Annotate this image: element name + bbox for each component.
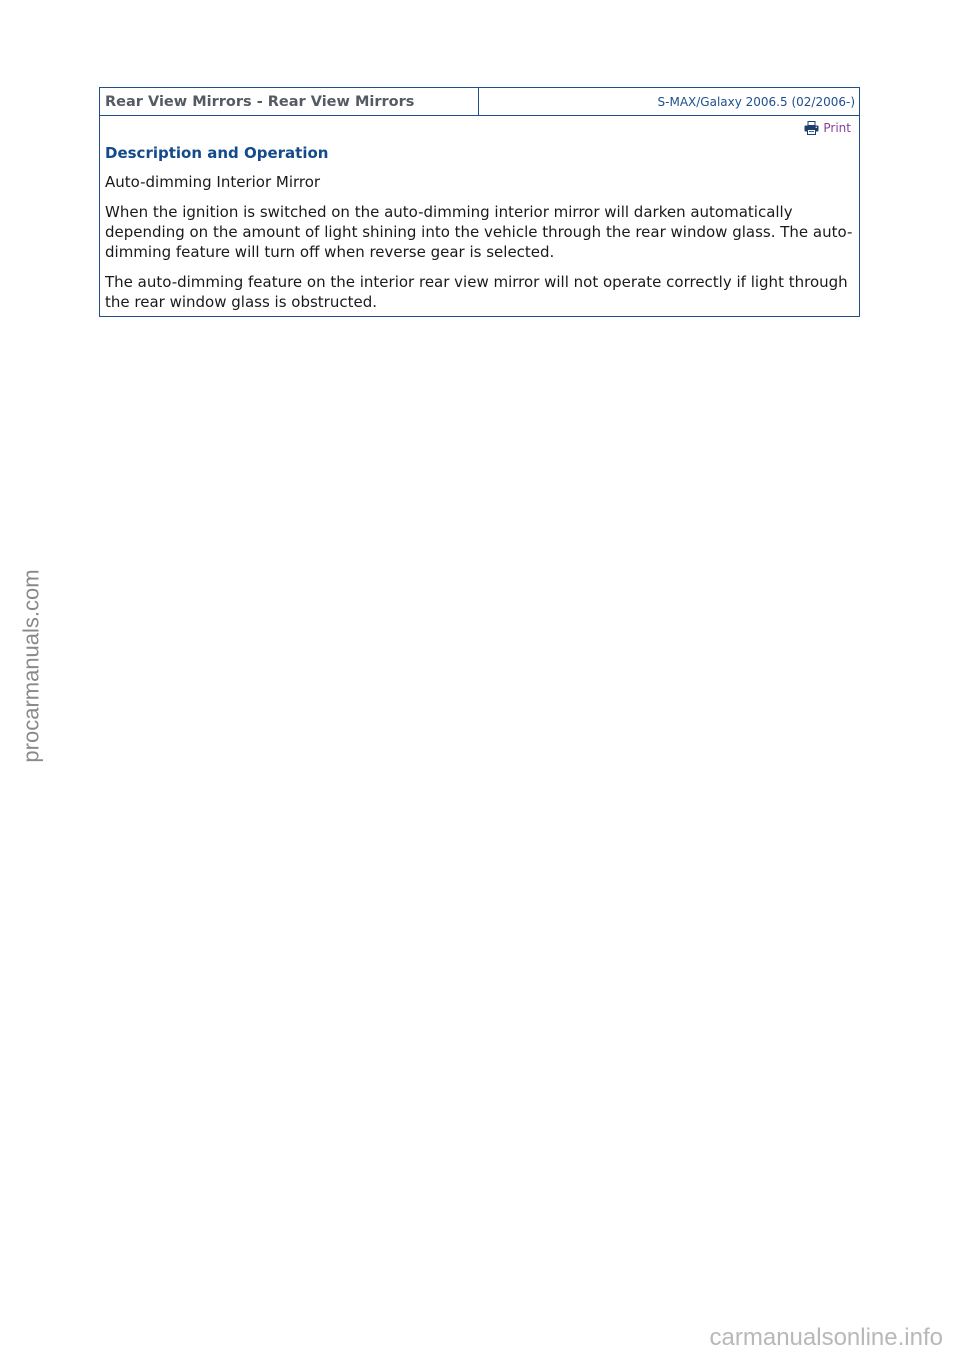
printer-icon [804,121,819,135]
print-button[interactable] [804,121,851,135]
bottom-watermark: carmanualsonline.info [709,1324,943,1351]
subheading: Auto-dimming Interior Mirror [105,173,321,191]
paragraph: When the ignition is switched on the auto-dimming interior mirror will darken automatically depending on the amount of light shining into the vehicle through the rear window glass. The auto-dimming feature will turn off when reverse gear is selected. [105,203,853,261]
paragraph: The auto-dimming feature on the interior rear view mirror will not operate correctly if light through the rear window glass is obstructed. [105,273,848,311]
header-row [100,88,859,116]
model-info: S-MAX/Galaxy 2006.5 (02/2006-) [657,94,855,109]
page-title: Rear View Mirrors - Rear View Mirrors [100,88,479,115]
side-watermark-text: procarmanuals.com [19,569,44,763]
print-row [105,116,853,140]
document-frame [99,87,860,317]
content-area [100,116,859,316]
side-watermark [11,560,53,772]
print-label: Print [823,121,851,135]
section-heading: Description and Operation [105,144,329,162]
